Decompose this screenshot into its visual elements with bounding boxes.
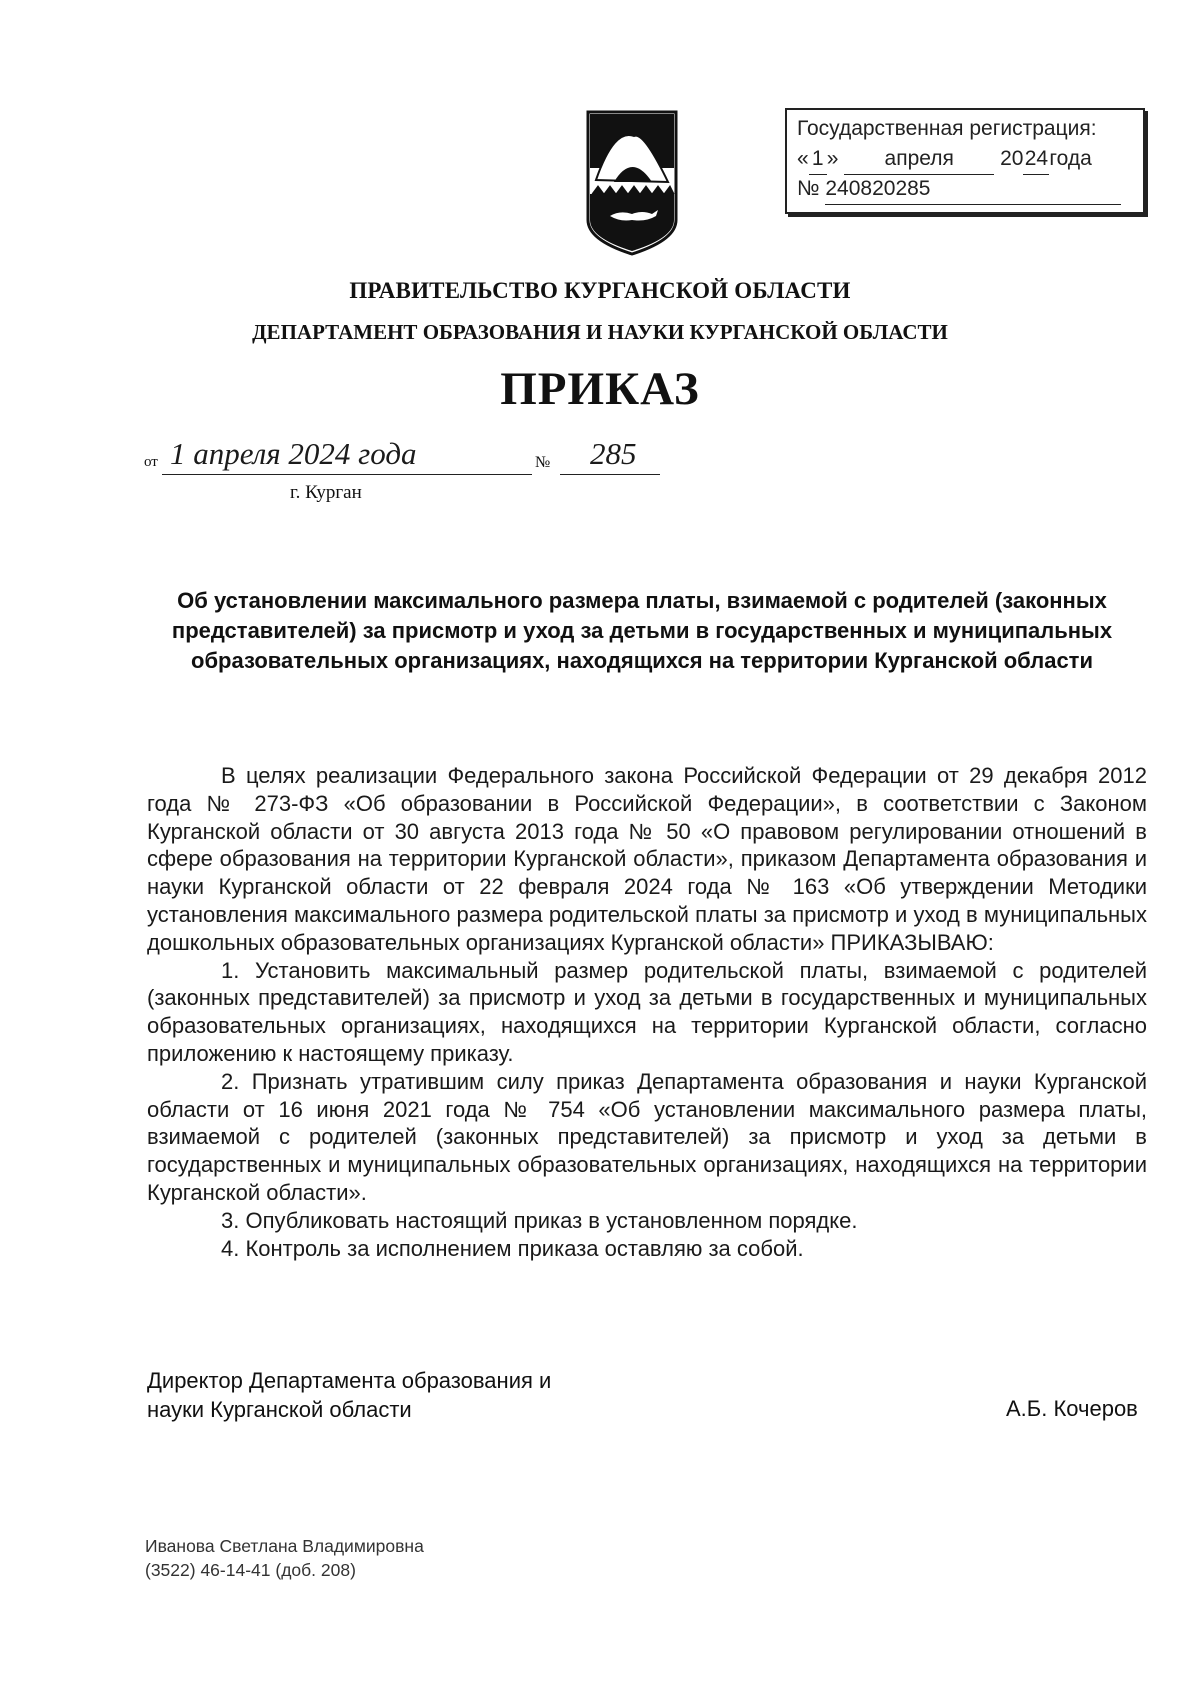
registration-day: 1 (809, 144, 827, 175)
order-item: 4. Контроль за исполнением приказа оставляю за собой. (221, 1235, 804, 1261)
order-body (147, 762, 1147, 1262)
preamble-paragraph: В целях реализации Федерального закона Российской Федерации от 29 декабря 2012 года № 273-ФЗ «Об образовании в Российской Федерации», в соответствии с Законом Курганской области от 30 августа 2013 года № 50 «О правовом регулировании отношений в сфере образования на территории Курганской области», приказом Департамента образования и науки Курганской области от 22 февраля 2024 года № 163 «Об утверждении Методики установления максимального размера родительской платы за присмотр и уход в муниципальных дошкольных образовательных организациях Курганской области» ПРИКАЗЫВАЮ: (147, 763, 1147, 955)
executor-phone: (3522) 46-14-41 (доб. 208) (145, 1560, 356, 1580)
registration-number-row: № 240820285 (797, 174, 1133, 204)
department-name: ДЕПАРТАМЕНТ ОБРАЗОВАНИЯ И НАУКИ КУРГАНСКОЙ ОБЛАСТИ (252, 320, 948, 344)
order-item: 2. Признать утратившим силу приказ Департамента образования и науки Курганской области от 16 июня 2021 года № 754 «Об установлении максимального размера платы, взимаемой с родителей (законных представителей) за присмотр и уход за детьми в государственных и муниципальных образовательных организациях, находящихся на территории Курганской области». (147, 1068, 1147, 1205)
order-item: 1. Установить максимальный размер родительской платы, взимаемой с родителей (законных представителей) за присмотр и уход за детьми в государственных и муниципальных образовательных организациях, находящихся на территории Курганской области, согласно приложению к настоящему приказу. (147, 957, 1147, 1066)
registration-heading: Государственная регистрация: (797, 117, 1097, 140)
registration-year: 24 (1023, 144, 1049, 175)
document-type-title: ПРИКАЗ (500, 363, 700, 415)
government-name: ПРАВИТЕЛЬСТВО КУРГАНСКОЙ ОБЛАСТИ (349, 278, 851, 303)
order-title: Об установлении максимального размера платы, взимаемой с родителей (законных представителей) за присмотр и уход за детьми в государственных и муниципальных образовательных организациях, находящихся на территории Курганской области (171, 588, 1113, 673)
coat-of-arms-emblem (584, 108, 680, 258)
number-label: № (535, 454, 551, 471)
executor-name: Иванова Светлана Владимировна (145, 1536, 424, 1556)
registration-month: апреля (844, 144, 994, 175)
signatory-position: Директор Департамента образования и науки Курганской области (147, 1368, 552, 1422)
number-underline (560, 474, 660, 475)
registration-date: « 1 » апреля 2024года (797, 144, 1133, 174)
from-label: от (144, 454, 158, 470)
handwritten-number: 285 (590, 436, 637, 471)
order-item: 3. Опубликовать настоящий приказ в установленном порядке. (221, 1207, 858, 1233)
handwritten-date: 1 апреля 2024 года (170, 436, 417, 471)
registration-number: 240820285 (825, 174, 1121, 205)
date-underline (162, 474, 532, 475)
executor-contact (145, 1534, 424, 1582)
signatory-name: А.Б. Кочеров (1006, 1396, 1138, 1421)
city: г. Курган (290, 482, 362, 503)
registration-stamp (785, 108, 1145, 214)
